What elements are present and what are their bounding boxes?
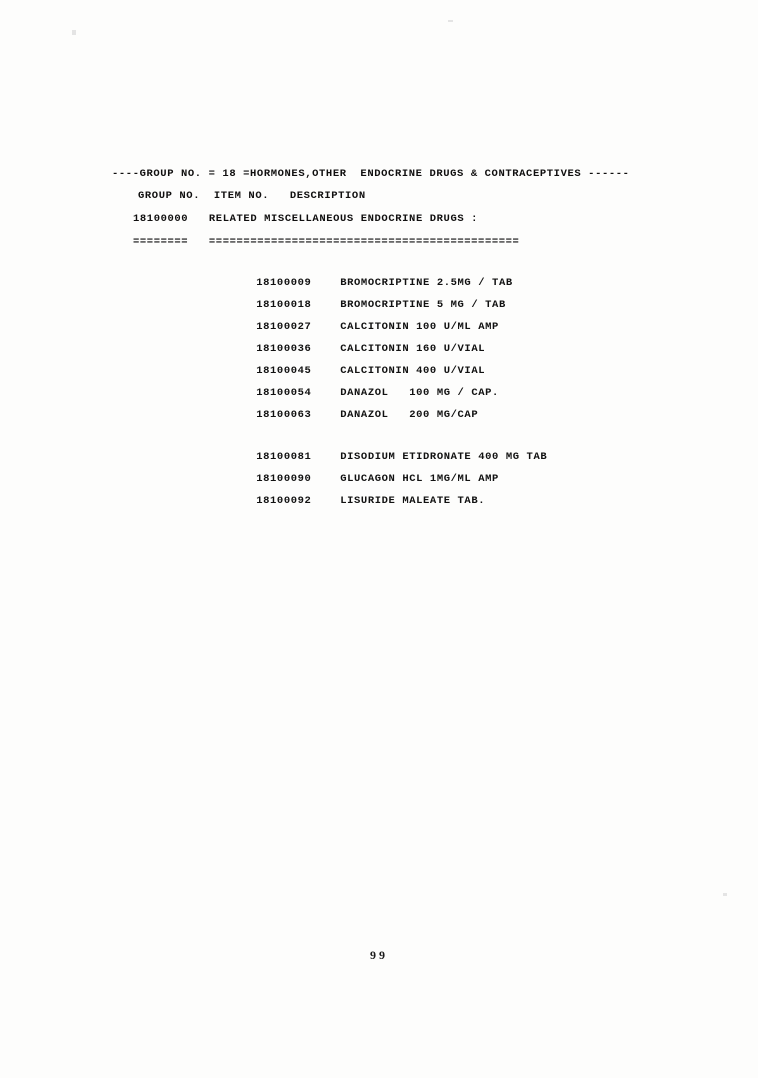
separator-row: ======== =============================================	[133, 236, 520, 248]
item-description: LISURIDE MALEATE TAB.	[340, 495, 486, 507]
item-description: CALCITONIN 160 U/VIAL	[340, 343, 486, 355]
group-header-rule: ----GROUP NO. = 18 =HORMONES,OTHER ENDOCRINE DRUGS & CONTRACEPTIVES ------	[112, 168, 630, 180]
item-code: 18100054	[256, 387, 312, 399]
list-item	[201, 461, 547, 483]
item-code: 18100090	[256, 473, 312, 485]
page-number: 99	[370, 948, 388, 962]
list-item	[201, 353, 547, 375]
item-code: 18100036	[256, 343, 312, 355]
item-code: 18100009	[256, 277, 312, 289]
list-item	[201, 397, 547, 419]
item-description: DANAZOL 100 MG / CAP.	[340, 387, 499, 399]
item-code: 18100045	[256, 365, 312, 377]
item-description: CALCITONIN 400 U/VIAL	[340, 365, 486, 377]
item-description: GLUCAGON HCL 1MG/ML AMP	[340, 473, 499, 485]
item-description: CALCITONIN 100 U/ML AMP	[340, 321, 499, 333]
list-item	[201, 439, 547, 461]
item-list	[201, 265, 547, 505]
scan-speck	[72, 30, 76, 35]
list-item	[201, 483, 547, 505]
column-headers: GROUP NO. ITEM NO. DESCRIPTION	[138, 190, 366, 202]
list-item	[201, 331, 547, 353]
item-code: 18100018	[256, 299, 312, 311]
item-code: 18100063	[256, 409, 312, 421]
item-description: BROMOCRIPTINE 5 MG / TAB	[340, 299, 506, 311]
list-item	[201, 309, 547, 331]
scan-speck	[448, 20, 453, 22]
item-description: BROMOCRIPTINE 2.5MG / TAB	[340, 277, 513, 289]
item-description: DANAZOL 200 MG/CAP	[340, 409, 479, 421]
scan-speck	[723, 893, 727, 896]
item-code: 18100027	[256, 321, 312, 333]
list-item	[201, 287, 547, 309]
item-description: DISODIUM ETIDRONATE 400 MG TAB	[340, 451, 548, 463]
item-code: 18100092	[256, 495, 312, 507]
list-item	[201, 375, 547, 397]
group-summary-row: 18100000 RELATED MISCELLANEOUS ENDOCRINE DRUGS :	[133, 213, 479, 225]
list-item	[201, 265, 547, 287]
item-code: 18100081	[256, 451, 312, 463]
